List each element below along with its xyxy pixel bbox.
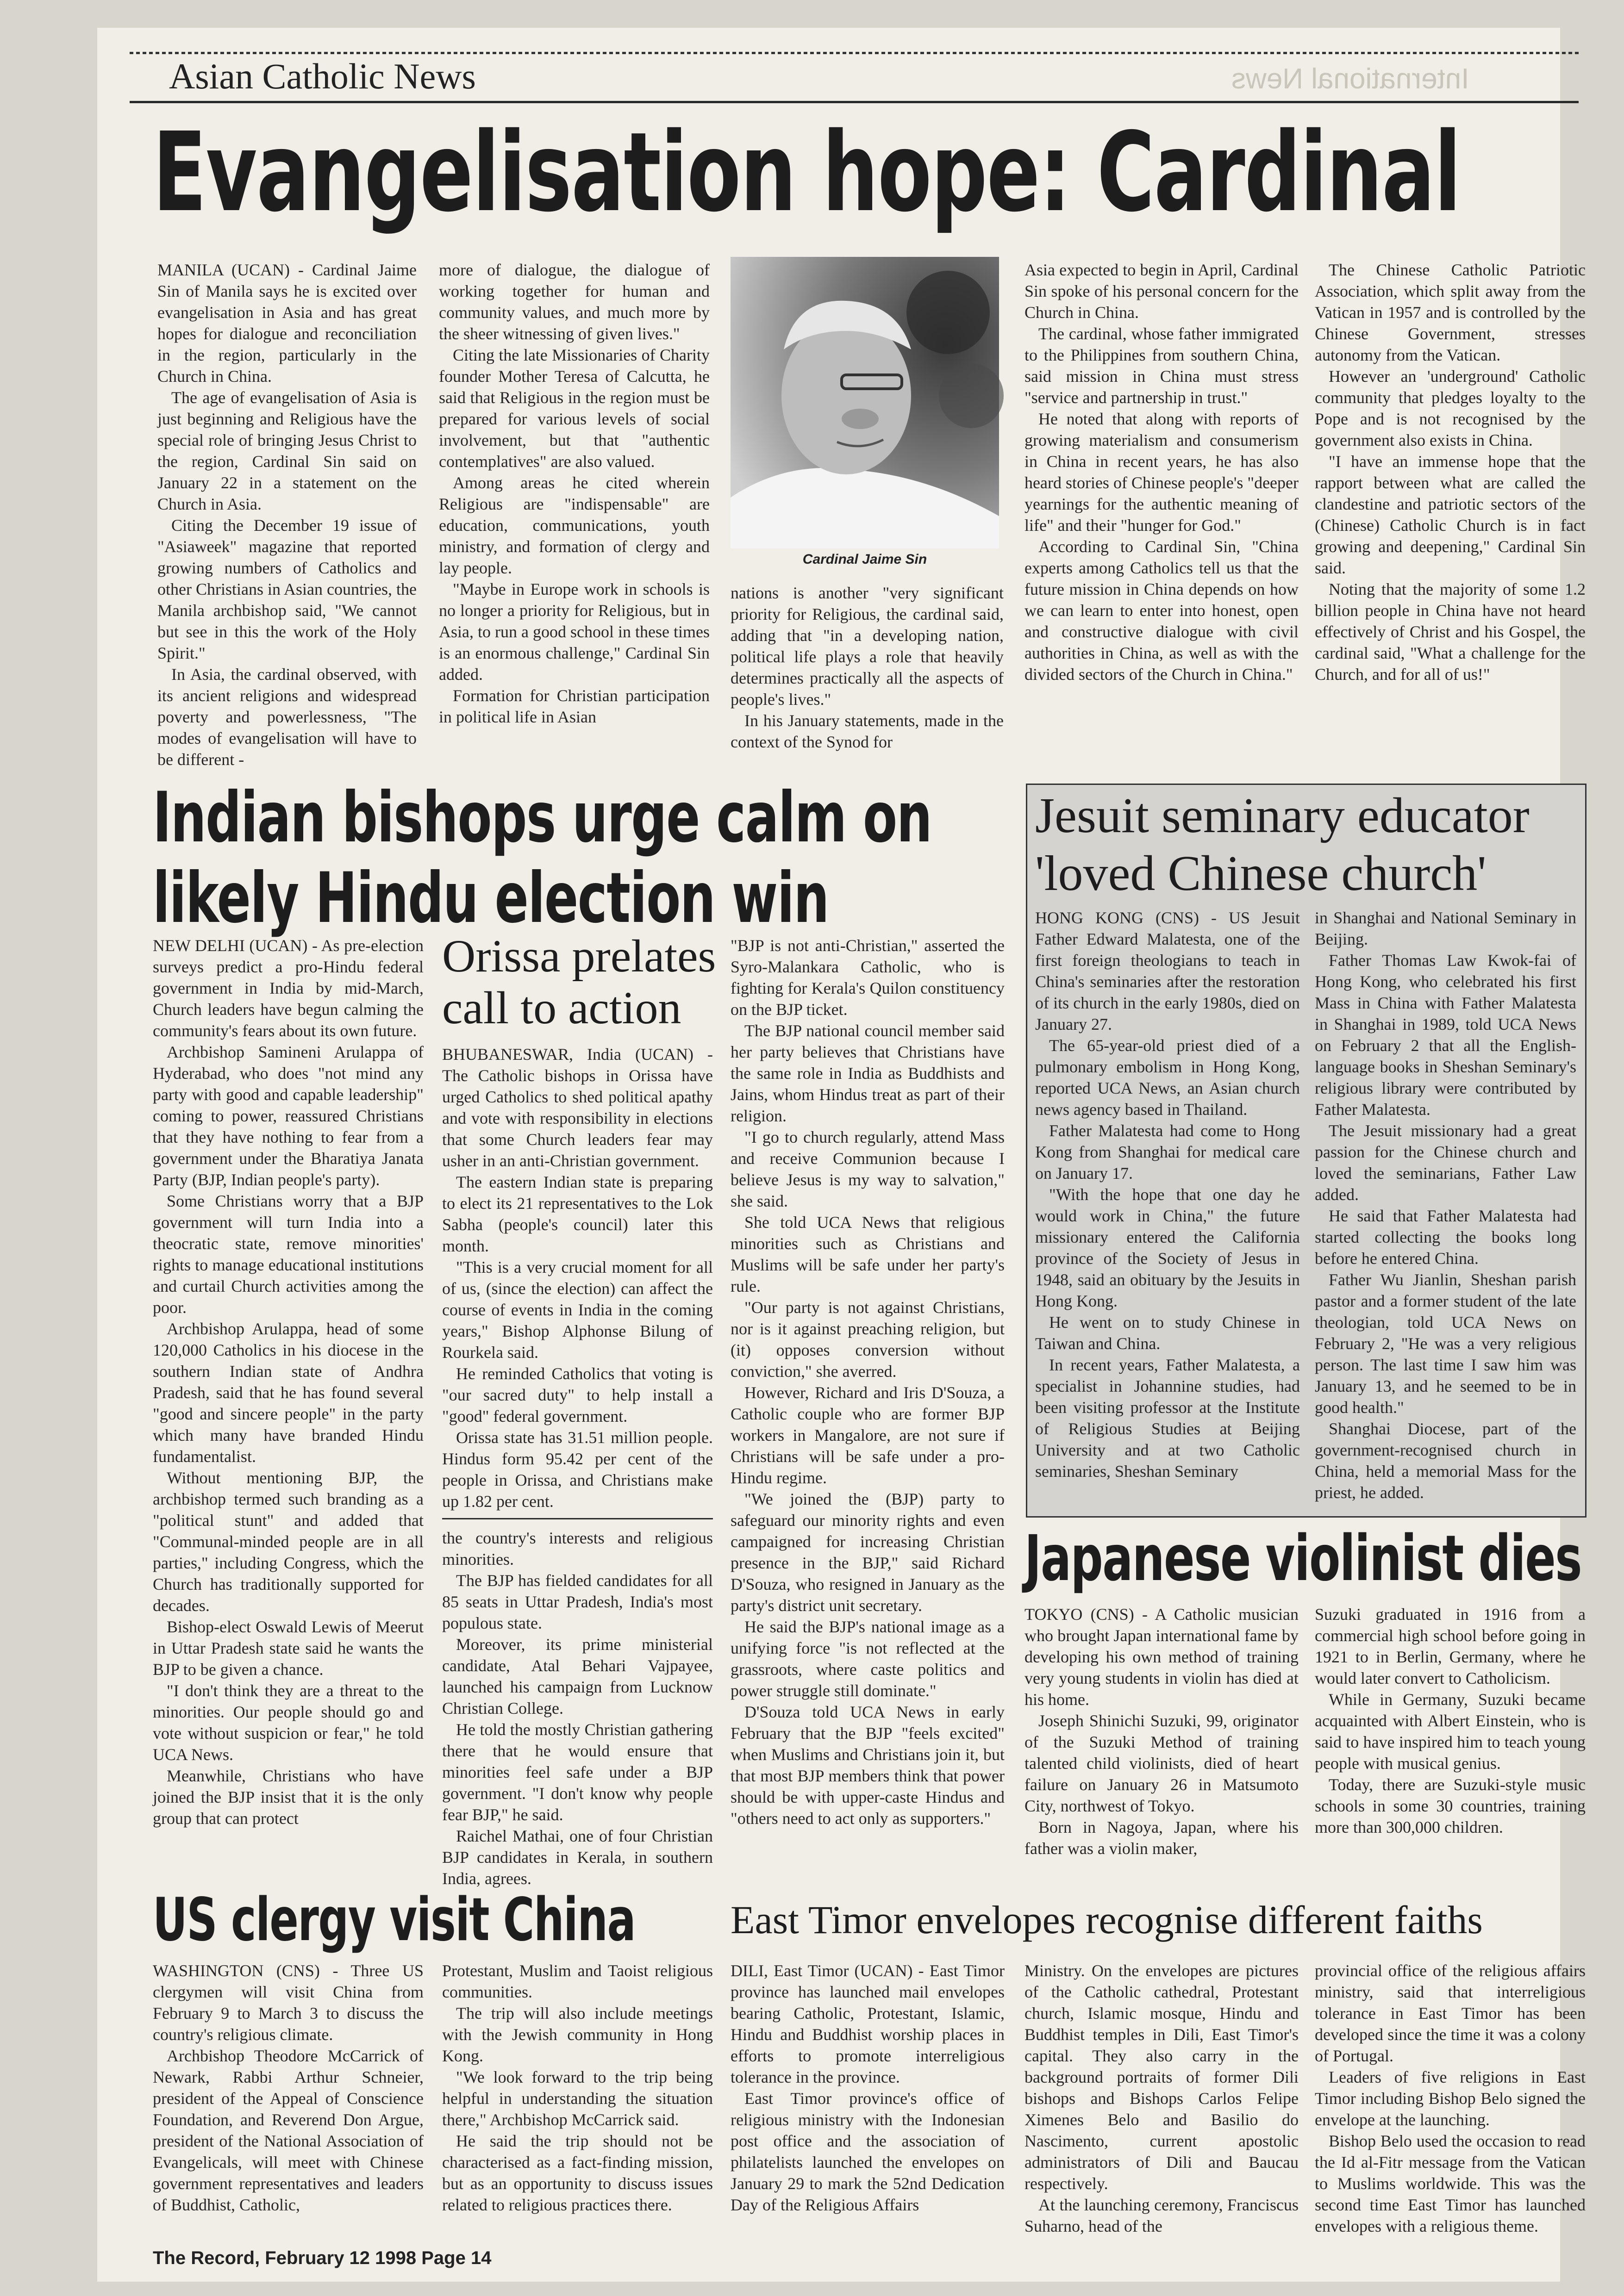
paragraph: Moreover, its prime ministerial candidate, Atal Behari Vajpayee, launched his campaign from Lucknow Christian College. <box>442 1635 713 1717</box>
paragraph: Some Christians worry that a BJP government will turn India into a theocratic state, remove minorities' rights to manage educational institutions and curtail Church activities among the poor. <box>153 1192 424 1317</box>
story1-column-3 <box>731 582 1004 758</box>
headline-line: Jesuit seminary educator <box>1035 788 1530 843</box>
paragraph: The Chinese Catholic Patriotic Association, which split away from the Vatican in 1957 and is controlled by the Chinese Government, stresses autonomy from the Vatican. <box>1315 261 1586 364</box>
paragraph: TOKYO (CNS) - A Catholic musician who brought Japan international fame by developing his own method of training very young students in violin has died at his home. <box>1024 1605 1299 1709</box>
paragraph: Among areas he cited wherein Religious are "indispensable" are education, communications, youth ministry, and formation of clergy and lay people. <box>439 473 710 577</box>
section-label: Asian Catholic News <box>169 56 476 96</box>
paragraph: Asia expected to begin in April, Cardinal Sin spoke of his personal concern for the Church in China. <box>1024 261 1299 322</box>
paragraph: While in Germany, Suzuki became acquainted with Albert Einstein, who is said to have inspired him to teach young people with musical genius. <box>1315 1690 1586 1773</box>
page-footer: The Record, February 12 1998 Page 14 <box>153 2248 492 2268</box>
paragraph: Protestant, Muslim and Taoist religious communities. <box>442 1961 713 2001</box>
paragraph: The cardinal, whose father immigrated to the Philippines from southern China, said mission in China must stress "service and partnership in trust." <box>1024 324 1299 407</box>
top-dotted-rule <box>130 52 1579 54</box>
paragraph: "I have an immense hope that the rapport between what are called the clandestine and patriotic sectors of the (Chinese) Catholic Church is in fact growing and deepening," Cardinal Sin said. <box>1315 452 1586 577</box>
cardinal-photo <box>731 257 999 548</box>
indian-bishops-headline <box>153 778 931 939</box>
paragraph: Born in Nagoya, Japan, where his father was a violin maker, <box>1024 1818 1299 1858</box>
paragraph: In Asia, the cardinal observed, with its ancient religions and widespread poverty and powerlessness, "The modes of evangelisation will have to be different - <box>157 665 417 769</box>
violinist-headline: Japanese violinist dies <box>1024 1522 1582 1595</box>
paragraph: BHUBANESWAR, India (UCAN) - The Catholic bishops in Orissa have urged Catholics to shed political apathy and vote with responsibility in elections that some Church leaders fear may usher in an anti-Christian government. <box>442 1045 713 1170</box>
paragraph: He said that Father Malatesta had started collecting the books long before he entered China. <box>1315 1207 1576 1268</box>
paragraph: Joseph Shinichi Suzuki, 99, originator of the Suzuki Method of training talented child violinists, died of heart failure on January 26 in Matsumoto City, northwest of Tokyo. <box>1024 1711 1299 1815</box>
portrait-image <box>731 257 999 548</box>
story7-column-2 <box>1024 1960 1299 2238</box>
story1-column-1 <box>157 259 417 769</box>
paragraph: Raichel Mathai, one of four Christian BJP candidates in Kerala, in southern India, agrees. <box>442 1827 713 1888</box>
paragraph: D'Souza told UCA News in early February that the BJP "feels excited" when Muslims and Christians join it, but that most BJP members think that power should be with upper-caste Hindus and "others need to act only as supporters." <box>731 1703 1005 1828</box>
paragraph: Archbishop Samineni Arulappa of Hyderabad, who does "not mind any party with good and capable leadership" coming to power, reassured Christians that they have nothing to fear from a government under the Bharatiya Janata Party (BJP, Indian people's party). <box>153 1043 424 1189</box>
paragraph: HONG KONG (CNS) - US Jesuit Father Edward Malatesta, one of the first foreign theologians to teach in China's seminaries after the restoration of its church in the early 1980s, died on January 27. <box>1035 908 1300 1033</box>
paragraph: At the launching ceremony, Franciscus Suharno, head of the <box>1024 2196 1299 2235</box>
paragraph: In his January statements, made in the context of the Synod for <box>731 711 1004 751</box>
paragraph: The trip will also include meetings with the Jewish community in Hong Kong. <box>442 2004 713 2065</box>
story4-column-2 <box>1315 907 1576 1509</box>
paragraph: "BJP is not anti-Christian," asserted the Syro-Malankara Catholic, who is fighting for Kerala's Quilon constituency on the BJP ticket. <box>731 936 1005 1019</box>
paragraph: Leaders of five religions in East Timor including Bishop Belo signed the envelope at the launching. <box>1315 2068 1586 2129</box>
main-headline: Evangelisation hope: Cardinal <box>153 109 1461 236</box>
paragraph: Father Malatesta had come to Hong Kong from Shanghai for medical care on January 17. <box>1035 1121 1300 1182</box>
story1-column-2 <box>439 259 710 754</box>
paragraph: She told UCA News that religious minorities such as Christians and Muslims will be safe under her party's rule. <box>731 1213 1005 1295</box>
east-timor-headline: East Timor envelopes recognise different faiths <box>731 1898 1483 1942</box>
paragraph: He said the trip should not be characterised as a fact-finding mission, but as an opportunity to discuss issues related to religious practices there. <box>442 2132 713 2214</box>
paragraph: the country's interests and religious minorities. <box>442 1529 713 1568</box>
paragraph: WASHINGTON (CNS) - Three US clergymen will visit China from February 9 to March 3 to discuss the country's religious climate. <box>153 1961 424 2044</box>
paragraph: However an 'underground' Catholic community that pledges loyalty to the Pope and is not recognised by the government also exists in China. <box>1315 367 1586 449</box>
paragraph: Bishop Belo used the occasion to read the Id al-Fitr message from the Vatican to Muslims worldwide. This was the second time East Timor has launched envelopes with a religious theme. <box>1315 2132 1586 2235</box>
story1-column-5 <box>1315 259 1586 754</box>
jesuit-headline <box>1035 787 1577 903</box>
paragraph: nations is another "very significant priority for Religious, the cardinal said, adding that "in a developing nation, political life plays a role that heavily determines practically all the aspects of people's lives." <box>731 584 1004 709</box>
story2-column-2 <box>442 1527 713 1888</box>
paragraph: "Our party is not against Christians, nor is it against preaching religion, but (it) opposes conversion without conviction," she averred. <box>731 1298 1005 1381</box>
story5-column-1 <box>1024 1604 1299 1884</box>
headline-line: likely Hindu election win <box>153 858 829 939</box>
paragraph: He said the BJP's national image as a unifying force "is not reflected at the grassroots, where caste politics and power struggle still dominate." <box>731 1618 1005 1700</box>
paragraph: The BJP has fielded candidates for all 85 seats in Uttar Pradesh, India's most populous state. <box>442 1571 713 1632</box>
show-through-text: International News <box>1231 63 1469 95</box>
story5-column-2 <box>1315 1604 1586 1884</box>
paragraph: The BJP national council member said her party believes that Christians have the same role in India as Buddhists and Jains, whom Hindus treat as part of their religion. <box>731 1021 1005 1125</box>
orissa-headline <box>442 930 716 1034</box>
paragraph: Citing the December 19 issue of "Asiaweek" magazine that reported growing numbers of Catholics and other Christians in Asian countries, the Manila archbishop said, "We cannot but see in this the work of the Holy Spirit." <box>157 516 417 662</box>
paragraph: He went on to study Chinese in Taiwan and China. <box>1035 1313 1300 1353</box>
paragraph: Meanwhile, Christians who have joined the BJP insist that it is the only group that can protect <box>153 1767 424 1828</box>
headline-line: 'loved Chinese church' <box>1035 846 1487 902</box>
orissa-divider <box>442 1518 713 1519</box>
paragraph: He noted that along with reports of growing materialism and consumerism in China in recent years, he has also heard stories of Chinese people's "deeper yearnings for the authentic meaning of life" and their "hunger for God." <box>1024 410 1299 535</box>
paragraph: Shanghai Diocese, part of the government-recognised church in China, held a memorial Mass for the priest, he added. <box>1315 1419 1576 1502</box>
story2-column-3 <box>731 935 1005 1884</box>
paragraph: "We look forward to the trip being helpful in understanding the situation there," Archbishop McCarrick said. <box>442 2068 713 2129</box>
paragraph: Father Thomas Law Kwok-fai of Hong Kong, who celebrated his first Mass in China with Father Malatesta in Shanghai in 1989, told UCA News on February 2 that all the English-language books in Sheshan Seminary's religious library were contributed by Father Malatesta. <box>1315 951 1576 1119</box>
paragraph: The eastern Indian state is preparing to elect its 21 representatives to the Lok Sabha (people's council) later this month. <box>442 1173 713 1255</box>
paragraph: DILI, East Timor (UCAN) - East Timor province has launched mail envelopes bearing Catholic, Protestant, Islamic, Hindu and Buddhist worship places in efforts to promote interreligious tolerance in the province. <box>731 1961 1005 2086</box>
paragraph: "We joined the (BJP) party to safeguard our minority rights and even campaigned for increasing Christian presence in the BJP," said Richard D'Souza, who resigned in January as the party's district unit secretary. <box>731 1490 1005 1615</box>
paragraph: Archbishop Arulappa, head of some 120,000 Catholics in his diocese in the southern Indian state of Andhra Pradesh, said that he has found several "good and sincere people" in the party which many have branded Hindu fundamentalist. <box>153 1319 424 1466</box>
paragraph: "With the hope that one day he would work in China," the future missionary entered the California province of the Society of Jesus in 1948, said an obituary by the Jesuits in Hong Kong. <box>1035 1185 1300 1310</box>
paragraph: Today, there are Suzuki-style music schools in some 30 countries, training more than 300,000 children. <box>1315 1775 1586 1836</box>
paragraph: Orissa state has 31.51 million people. Hindus form 95.42 per cent of the people in Orissa, and Christians make up 1.82 per cent. <box>442 1428 713 1511</box>
paragraph: Bishop-elect Oswald Lewis of Meerut in Uttar Pradesh state said he wants the BJP to be given a chance. <box>153 1618 424 1679</box>
story6-column-2 <box>442 1960 713 2238</box>
headline-line: Orissa prelates <box>442 930 716 982</box>
story7-column-3 <box>1315 1960 1586 2238</box>
paragraph: provincial office of the religious affairs ministry, said that interreligious tolerance in East Timor has been developed since the time it was a colony of Portugal. <box>1315 1961 1586 2065</box>
paragraph: "Maybe in Europe work in schools is no longer a priority for Religious, but in Asia, to run a good school in these times is an enormous challenge," Cardinal Sin added. <box>439 580 710 684</box>
paragraph: According to Cardinal Sin, "China experts among Catholics tell us that the future mission in China depends on how we can learn to enter into honest, open and constructive dialogue with civil authorities in China, as well as with the divided sectors of the Church in China." <box>1024 537 1299 684</box>
paragraph: "I don't think they are a threat to the minorities. Our people should go and vote without suspicion or fear," he told UCA News. <box>153 1681 424 1764</box>
paragraph: In recent years, Father Malatesta, a specialist in Johannine studies, had been visiting professor at the Institute of Religious Studies at Beijing University and at two Catholic seminaries, Sheshan Seminary <box>1035 1356 1300 1481</box>
paragraph: in Shanghai and National Seminary in Beijing. <box>1315 908 1576 948</box>
story4-column-1 <box>1035 907 1300 1509</box>
story2-column-1 <box>153 935 424 1884</box>
paragraph: East Timor province's office of religious ministry with the Indonesian post office and the association of philatelists launched the envelopes on January 29 to mark the 52nd Dedication Day of the Religious Affairs <box>731 2089 1005 2214</box>
photo-caption: Cardinal Jaime Sin <box>802 552 927 567</box>
paragraph: Archbishop Theodore McCarrick of Newark, Rabbi Arthur Schneier, president of the Appeal of Conscience Foundation, and Reverend Don Argue, president of the National Association of Evangelicals, will meet with Chinese government representatives and leaders of Buddhist, Catholic, <box>153 2047 424 2214</box>
headline-line: call to action <box>442 982 681 1033</box>
story7-column-1 <box>731 1960 1005 2238</box>
paragraph: Formation for Christian participation in political life in Asian <box>439 686 710 726</box>
paragraph: He told the mostly Christian gathering there that he would ensure that minorities feel safe under a BJP government. "I don't know why people fear BJP," he said. <box>442 1720 713 1824</box>
headline-line: Indian bishops urge calm on <box>153 778 932 858</box>
paragraph: The Jesuit missionary had a great passion for the Chinese church and loved the seminarians, Father Law added. <box>1315 1121 1576 1204</box>
us-clergy-headline: US clergy visit China <box>153 1885 636 1954</box>
masthead-rule <box>130 101 1579 103</box>
paragraph: The age of evangelisation of Asia is just beginning and Religious have the special role of bringing Jesus Christ to the region, Cardinal Sin said on January 22 in a statement on the Church in Asia. <box>157 388 417 513</box>
paragraph: NEW DELHI (UCAN) - As pre-election surveys predict a pro-Hindu federal government in India by mid-March, Church leaders have begun calming the community's fears about its own future. <box>153 936 424 1040</box>
story3-body <box>442 1044 713 1511</box>
story6-column-1 <box>153 1960 424 2238</box>
paragraph: more of dialogue, the dialogue of working together for human and community values, and much more by the sheer witnessing of given lives." <box>439 261 710 343</box>
paragraph: Without mentioning BJP, the archbishop termed such branding as a "political stunt" and added that "Communal-minded people are in all parties," including Congress, which the Church has traditionally supported for decades. <box>153 1468 424 1615</box>
story1-column-4 <box>1024 259 1299 754</box>
paragraph: However, Richard and Iris D'Souza, a Catholic couple who are former BJP workers in Mangalore, are not sure if Christians will be safe under a pro-Hindu regime. <box>731 1383 1005 1487</box>
paragraph: Suzuki graduated in 1916 from a commercial high school before going in 1921 to in Berlin, Germany, where he would later convert to Catholicism. <box>1315 1605 1586 1687</box>
paragraph: Noting that the majority of some 1.2 billion people in China have not heard effectively of Christ and his Gospel, the cardinal said, "What a challenge for the Church, and for all of us!" <box>1315 580 1586 684</box>
paragraph: Ministry. On the envelopes are pictures of the Catholic cathedral, Protestant church, Islamic mosque, Hindu and Buddhist temples in Dili, East Timor's capital. They also carry in the background portraits of former Dili bishops and Bishops Carlos Felipe Ximenes Belo and Basilio do Nascimento, current apostolic administrators of Dili and Baucau respectively. <box>1024 1961 1299 2193</box>
paragraph: The 65-year-old priest died of a pulmonary embolism in Hong Kong, reported UCA News, an Asian church news agency based in Thailand. <box>1035 1036 1300 1119</box>
paragraph: "This is a very crucial moment for all of us, (since the election) can affect the course of events in India in the coming years," Bishop Alphonse Bilung of Rourkela said. <box>442 1258 713 1362</box>
paragraph: He reminded Catholics that voting is "our sacred duty" to help install a "good" federal government. <box>442 1364 713 1425</box>
paragraph: Father Wu Jianlin, Sheshan parish pastor and a former student of the late theologian, told UCA News on February 2, "He was a very religious person. The last time I saw him was January 13, and he seemed to be in good health." <box>1315 1270 1576 1417</box>
paragraph: "I go to church regularly, attend Mass and receive Communion because I believe Jesus is my way to salvation," she said. <box>731 1128 1005 1210</box>
paragraph: Citing the late Missionaries of Charity founder Mother Teresa of Calcutta, he said that Religious in the region must be prepared for various levels of social involvement, but that "authentic contemplatives" are also valued. <box>439 346 710 471</box>
paragraph: MANILA (UCAN) - Cardinal Jaime Sin of Manila says he is excited over evangelisation in Asia and has great hopes for dialogue and reconciliation in the region, particularly in the Church in China. <box>157 261 417 386</box>
